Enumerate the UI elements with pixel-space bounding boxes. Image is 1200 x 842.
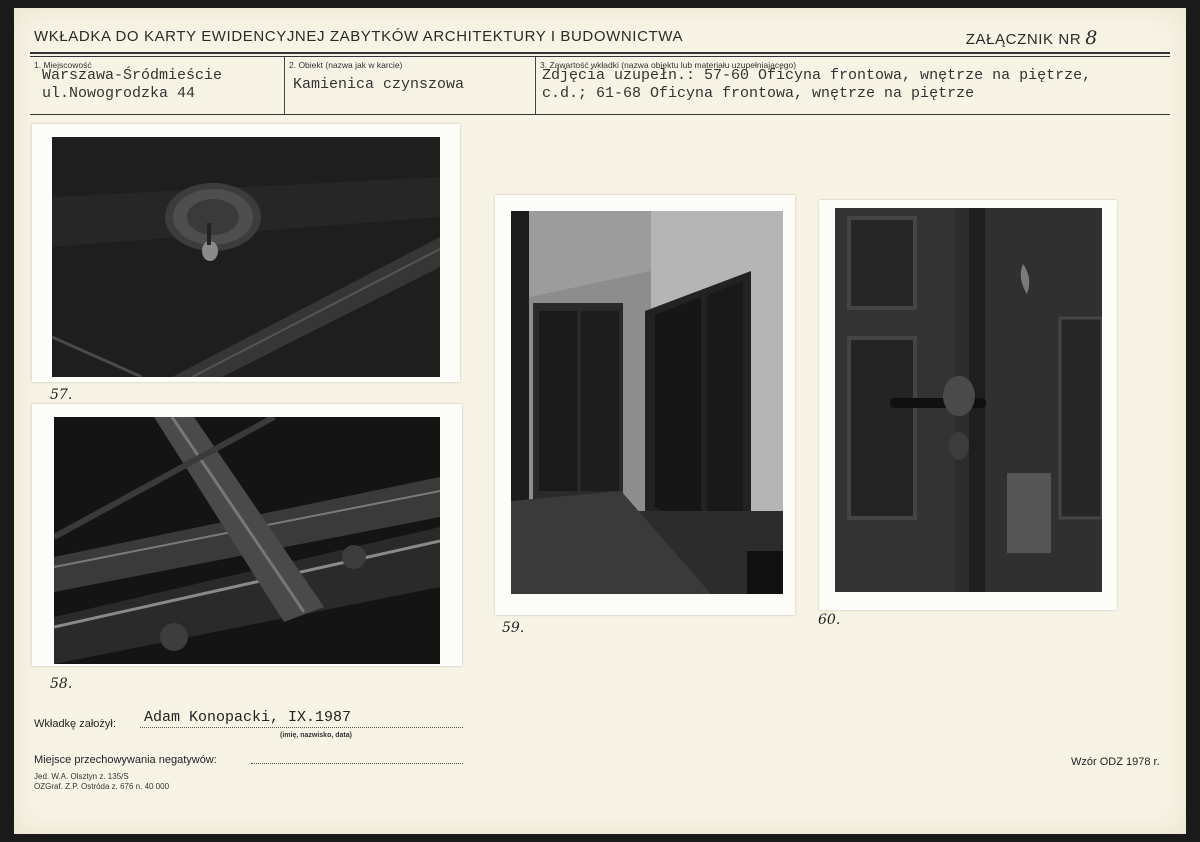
created-by-value: Adam Konopacki, IX.1987: [144, 709, 352, 726]
location-line2: ul.Nowogrodzka 44: [42, 85, 196, 102]
photo-60-number: 60.: [818, 612, 841, 628]
object-cell: [285, 57, 536, 114]
object-caption: 2. Obiekt (nazwa jak w karcie): [289, 60, 403, 70]
photo-58-number: 58.: [50, 676, 73, 692]
location-line1: Warszawa-Śródmieście: [42, 67, 223, 84]
print-line-1: Jed. W.A. Olsztyn z. 135/S: [34, 772, 129, 781]
header-rule: [30, 52, 1170, 54]
contents-cell: [536, 57, 1170, 114]
object-value: Kamienica czynszowa: [293, 76, 465, 93]
photo-58-frame: [32, 404, 462, 666]
photo-60: [835, 208, 1102, 592]
created-by-hint: (imię, nazwisko, data): [280, 732, 352, 739]
location-caption: 1. Miejscowość: [34, 60, 92, 70]
negatives-label: Miejsce przechowywania negatywów:: [34, 754, 217, 766]
location-cell: [30, 57, 285, 114]
created-by-label: Wkładkę założył:: [34, 718, 116, 730]
annex-label: [966, 27, 1098, 49]
created-by-line: [140, 727, 463, 728]
print-line-2: OZGraf. Z.P. Ostróda z. 676 n. 40 000: [34, 782, 170, 791]
document-sheet: [14, 8, 1186, 834]
annex-number: 8: [1085, 27, 1098, 49]
form-label: Wzór ODZ 1978 r.: [1071, 756, 1160, 768]
contents-line1: Zdjęcia uzupełn.: 57-60 Oficyna frontowa, wnętrze na piętrze,: [542, 67, 1092, 84]
negatives-line: [251, 763, 463, 764]
photo-60-image: [835, 208, 1102, 592]
photo-57-number: 57.: [50, 387, 73, 403]
contents-caption: 3. Zawartość wkładki (nazwa obiektu lub materiału uzupełniającego): [540, 60, 797, 70]
photo-58: [54, 417, 440, 664]
photo-59-frame: [495, 195, 795, 615]
photo-58-image: [54, 417, 440, 664]
photo-59-number: 59.: [502, 620, 525, 636]
photo-59-image: [511, 211, 783, 594]
document-title: WKŁADKA DO KARTY EWIDENCYJNEJ ZABYTKÓW ARCHITEKTURY I BUDOWNICTWA: [34, 28, 684, 45]
photo-57-frame: [32, 124, 460, 382]
photo-57-image: [52, 137, 440, 377]
info-row: [30, 57, 1170, 115]
annex-label-text: ZAŁĄCZNIK NR: [965, 31, 1082, 48]
photo-60-frame: [819, 200, 1117, 610]
contents-line2: c.d.; 61-68 Oficyna frontowa, wnętrze na piętrze: [542, 85, 975, 102]
photo-57: [52, 137, 440, 377]
photo-59: [511, 211, 783, 594]
